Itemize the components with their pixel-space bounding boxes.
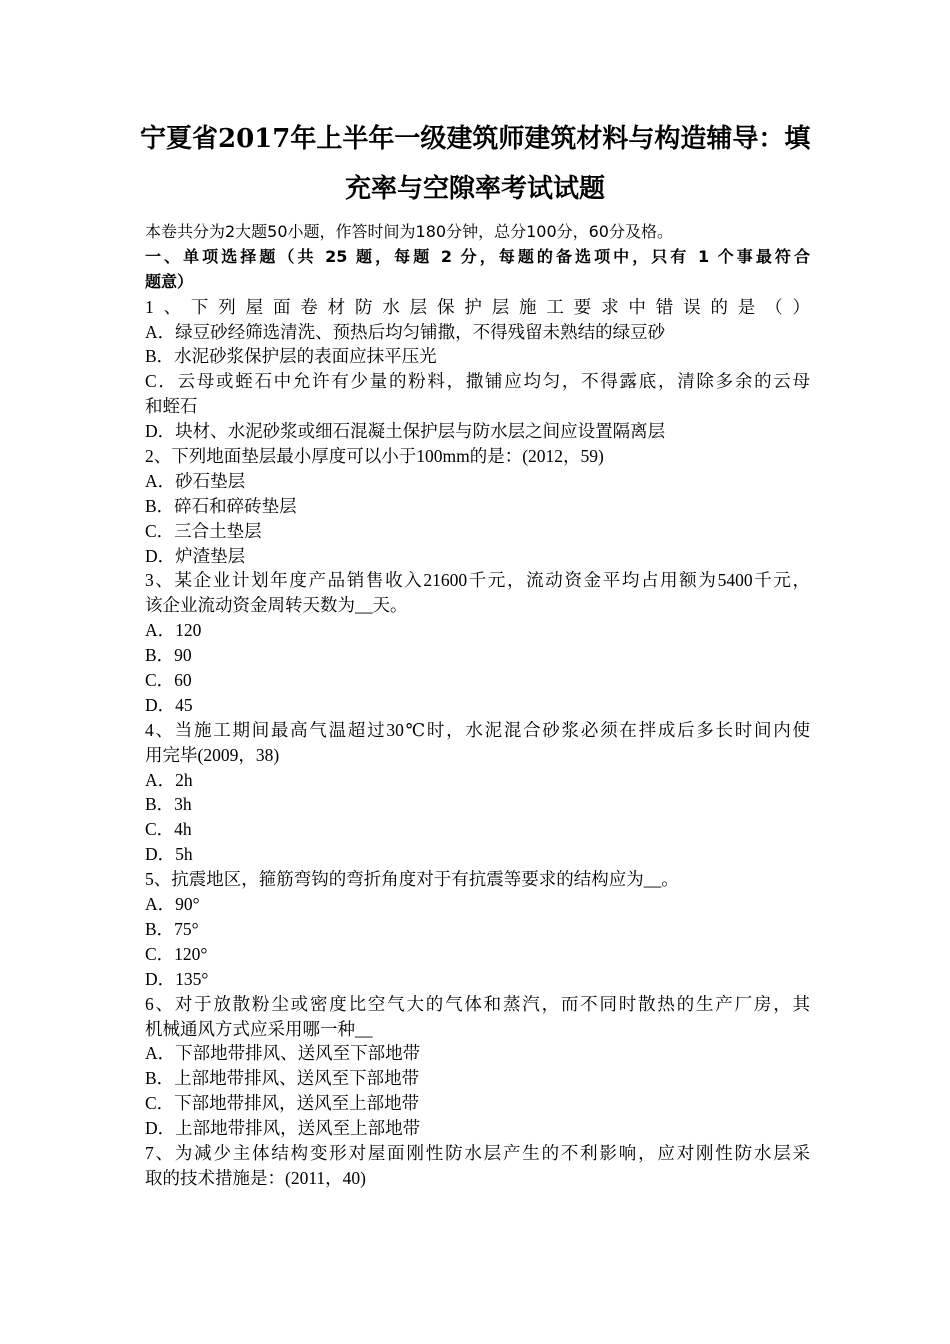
option-6a: A．下部地带排风、送风至下部地带 — [145, 1043, 421, 1064]
option-2c: C．三合土垫层 — [145, 520, 262, 541]
option-5b: B．75° — [145, 918, 199, 939]
option-1c: C．云母或蛭石中允许有少量的粉料，撒铺应均匀，不得露底，清除多余的云母 — [145, 371, 810, 392]
option-5a: A．90° — [145, 894, 200, 915]
question-7-cont: 取的技术措施是：(2011，40) — [145, 1167, 367, 1188]
option-3a: A．120 — [145, 620, 202, 641]
section-heading-cont: 题意） — [145, 271, 194, 291]
option-3c: C．60 — [145, 670, 192, 691]
option-5d: D．135° — [145, 968, 209, 989]
document-title-line-2: 充率与空隙率考试试题 — [344, 174, 605, 204]
option-3d: D．45 — [145, 694, 193, 715]
option-6b: B．上部地带排风、送风至下部地带 — [145, 1068, 420, 1089]
option-1b: B．水泥砂浆保护层的表面应抹平压光 — [145, 346, 437, 367]
option-4a: A．2h — [145, 769, 193, 790]
option-4c: C．4h — [145, 819, 192, 840]
option-2a: A．砂石垫层 — [145, 470, 246, 491]
question-6-cont: 机械通风方式应采用哪一种__ — [145, 1018, 373, 1039]
question-3: 3、某企业计划年度产品销售收入21600千元，流动资金平均占用额为5400千元， — [145, 570, 810, 591]
option-4b: B．3h — [145, 794, 192, 815]
option-3b: B．90 — [145, 645, 192, 666]
question-2: 2、下列地面垫层最小厚度可以小于100mm的是：(2012，59) — [145, 446, 604, 467]
question-7: 7、为减少主体结构变形对屋面刚性防水层产生的不利影响，应对刚性防水层采 — [145, 1142, 810, 1163]
option-1d: D．块材、水泥砂浆或细石混凝土保护层与防水层之间应设置隔离层 — [145, 421, 666, 442]
option-2b: B．碎石和碎砖垫层 — [145, 495, 297, 516]
exam-intro: 本卷共分为2大题50小题，作答时间为180分钟，总分100分，60分及格。 — [145, 222, 673, 241]
option-4d: D．5h — [145, 844, 193, 865]
question-6: 6、对于放散粉尘或密度比空气大的气体和蒸汽，而不同时散热的生产厂房，其 — [145, 993, 810, 1014]
option-2d: D．炉渣垫层 — [145, 545, 246, 566]
question-5: 5、抗震地区，箍筋弯钩的弯折角度对于有抗震等要求的结构应为__。 — [145, 869, 679, 890]
question-4: 4、当施工期间最高气温超过30℃时，水泥混合砂浆必须在拌成后多长时间内使 — [145, 719, 810, 740]
option-5c: C．120° — [145, 943, 208, 964]
option-1a: A．绿豆砂经筛选清洗、预热后均匀铺撒，不得残留未熟结的绿豆砂 — [145, 321, 666, 342]
document-title-line-1: 宁夏省2017年上半年一级建筑师建筑材料与构造辅导：填 — [140, 124, 811, 154]
option-1c-cont: 和蛭石 — [145, 396, 198, 417]
question-1: 1、下列屋面卷材防水层保护层施工要求中错误的是（） — [145, 296, 810, 317]
document-body — [145, 220, 810, 1191]
question-4-cont: 用完毕(2009，38) — [145, 744, 280, 765]
question-3-cont: 该企业流动资金周转天数为__天。 — [145, 595, 408, 616]
section-heading: 一、单项选择题（共 25 题，每题 2 分，每题的备选项中，只有 1 个事最符合 — [145, 246, 810, 266]
option-6c: C．下部地带排风，送风至上部地带 — [145, 1093, 420, 1114]
option-6d: D．上部地带排风，送风至上部地带 — [145, 1118, 421, 1139]
